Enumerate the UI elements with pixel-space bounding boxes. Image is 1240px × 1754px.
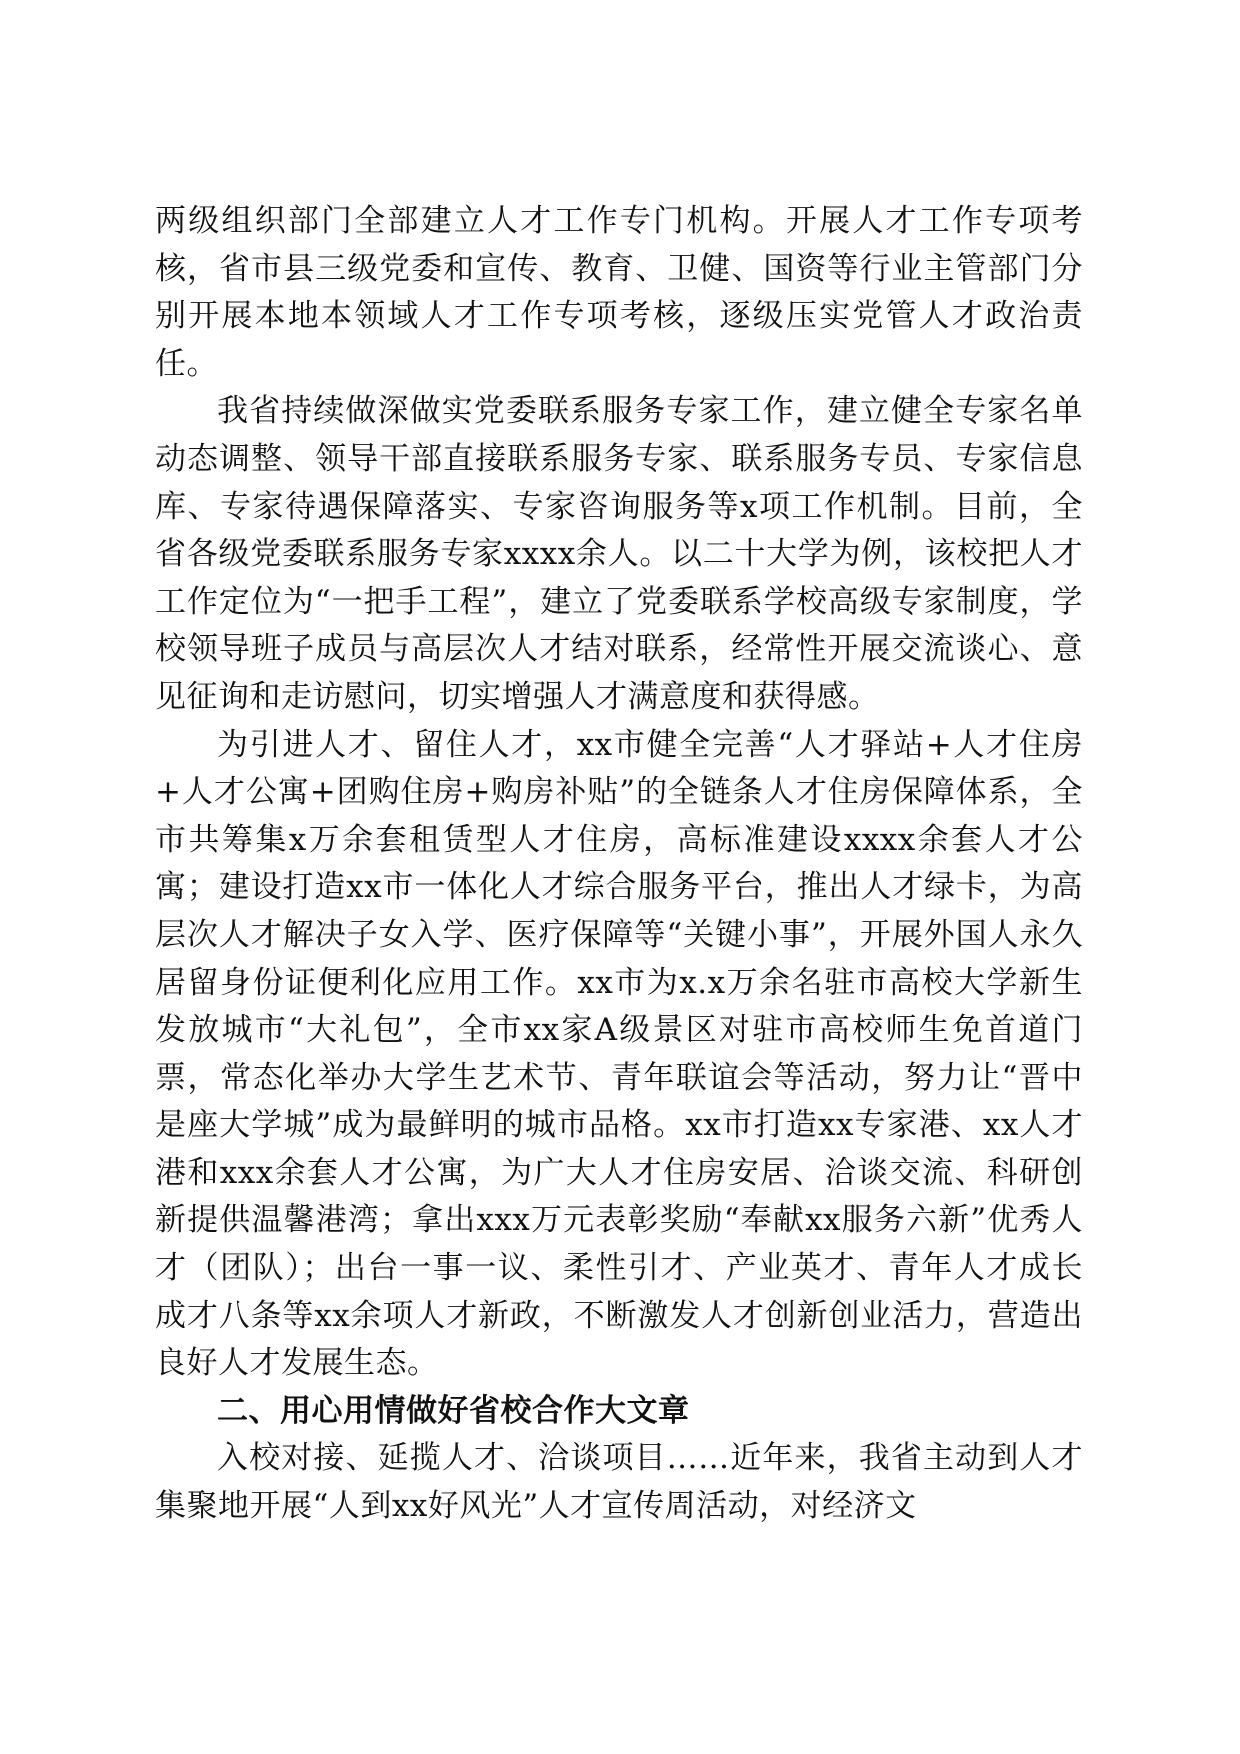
section-heading: 二、用心用情做好省校合作大文章	[217, 1392, 690, 1429]
paragraph-school-cooperation: 入校对接、延揽人才、洽谈项目……近年来，我省主动到人才集聚地开展“人到xx好风光”人才宣传周活动，对经济文	[155, 1440, 1083, 1525]
paragraph-continuation: 两级组织部门全部建立人才工作专门机构。开展人才工作专项考核，省市县三级党委和宣传、教育、卫健、国资等行业主管部门分别开展本地本领域人才工作专项考核，逐级压实党管人才政治责任。	[155, 203, 1083, 382]
paragraph-expert-service: 我省持续做深做实党委联系服务专家工作，建立健全专家名单动态调整、领导干部直接联系服务专家、联系服务专员、专家信息库、专家待遇保障落实、专家咨询服务等x项工作机制。目前，全省各级党委联系服务专家xxxx余人。以二十大学为例，该校把人才工作定位为“一把手工程”，建立了党委联系学校高级专家制度，学校领导班子成员与高层次人才结对联系，经常性开展交流谈心、意见征询和走访慰问，切实增强人才满意度和获得感。	[155, 393, 1083, 715]
document-body	[155, 198, 1083, 1531]
paragraph-talent-housing: 为引进人才、留住人才，xx市健全完善“人才驿站+人才住房+人才公寓+团购住房+购房补贴”的全链条人才住房保障体系，全市共筹集x万余套租赁型人才住房，高标准建设xxxx余套人才公寓；建设打造xx市一体化人才综合服务平台，推出人才绿卡，为高层次人才解决子女入学、医疗保障等“关键小事”，开展外国人永久居留身份证便利化应用工作。xx市为x.x万余名驻市高校大学新生发放城市“大礼包”，全市xx家A级景区对驻市高校师生免首道门票，常态化举办大学生艺术节、青年联谊会等活动，努力让“晋中是座大学城”成为最鲜明的城市品格。xx市打造xx专家港、xx人才港和xxx余套人才公寓，为广大人才住房安居、洽谈交流、科研创新提供温馨港湾；拿出xxx万元表彰奖励“奉献xx服务六新”优秀人才（团队）；出台一事一议、柔性引才、产业英才、青年人才成长成才八条等xx余项人才新政，不断激发人才创新创业活力，营造出良好人才发展生态。	[155, 726, 1083, 1382]
